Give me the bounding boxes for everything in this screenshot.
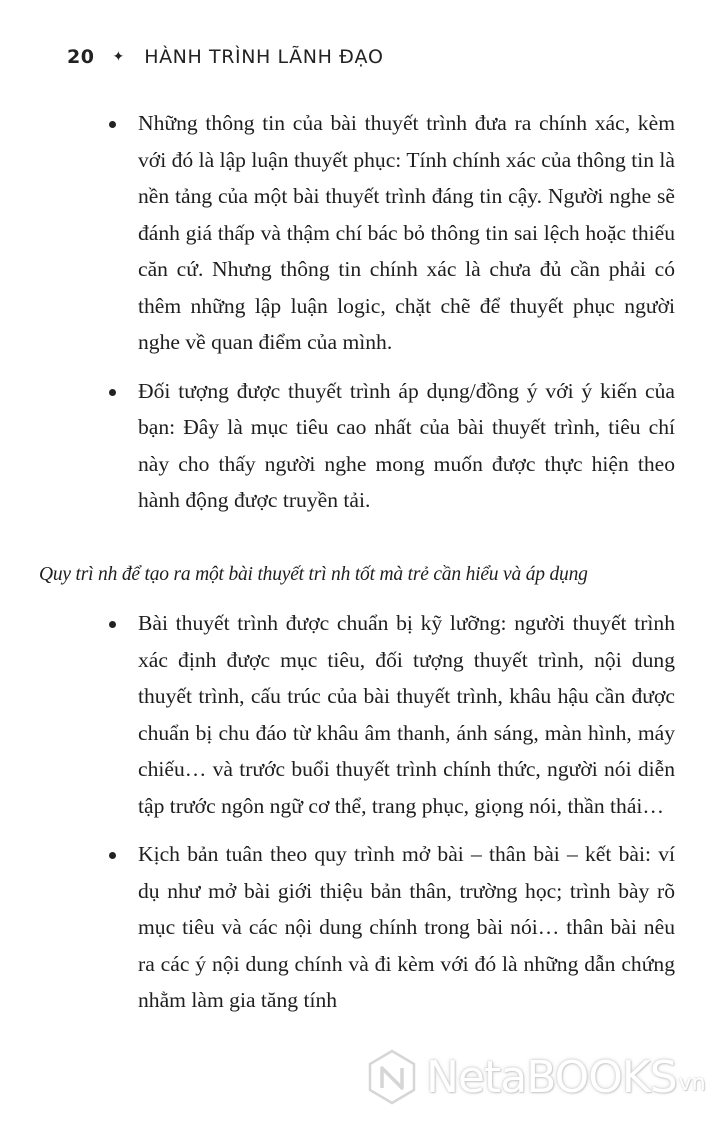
section-subheading: Quy trì nh để tạo ra một bài thuyết trì nh tốt mà trẻ cần hiểu và áp dụng [39,564,588,585]
page-number: 20 [67,46,95,68]
list-item [105,605,675,824]
list-item-text: Bài thuyết trình được chuẩn bị kỹ lưỡng: người thuyết trình xác định được mục tiêu, đối tượng thuyết trình, nội dung thuyết trình, cấu trúc của bài thuyết trình, khâu hậu cần được chuẩn bị chu đáo từ khâu âm thanh, ánh sáng, màn hình, máy chiếu… và trước buổi thuyết trình chính thức, người nói diễn tập trước ngôn ngữ cơ thể, trang phục, giọng nói, thần thái… [138,611,675,818]
list-item [105,373,675,519]
list-item [105,105,675,361]
list-item-text: Những thông tin của bài thuyết trình đưa ra chính xác, kèm với đó là lập luận thuyết phục: Tính chính xác của thông tin là nền tảng của một bài thuyết trình đáng tin cậy. Người nghe sẽ đánh giá thấp và thậm chí bác bỏ thông tin sai lệch hoặc thiếu căn cứ. Nhưng thông tin chính xác là chưa đủ cần phải có thêm những lập luận logic, chặt chẽ để thuyết phục người nghe về quan điểm của mình. [138,111,675,354]
running-title: HÀNH TRÌNH LÃNH ĐẠO [144,46,384,68]
four-point-star-icon: ✦ [112,49,125,65]
bullet-icon [109,621,116,628]
watermark-text: NetaBOOKS [426,1051,677,1103]
list-item [105,836,675,1019]
bullet-icon [109,121,116,128]
bullet-list-criteria [105,105,675,519]
list-item-text: Kịch bản tuân theo quy trình mở bài – thân bài – kết bài: ví dụ như mở bài giới thiệu bản thân, trường học; trình bày rõ mục tiêu và các nội dung chính trong bài nói… thân bài nêu ra các ý nội dung chính và đi kèm với đó là những dẫn chứng nhằm làm gia tăng tính [138,842,675,1012]
bullet-icon [109,852,116,859]
watermark-suffix: vn [678,1071,706,1096]
watermark [366,1048,706,1106]
netabooks-logo-icon [366,1048,418,1106]
bullet-icon [109,389,116,396]
list-item-text: Đối tượng được thuyết trình áp dụng/đồng ý với ý kiến của bạn: Đây là mục tiêu cao nhất của bài thuyết trình, tiêu chí này cho thấy người nghe mong muốn được thực hiện theo hành động được truyền tải. [138,378,675,512]
bullet-list-process [105,605,675,1019]
running-header [67,46,384,68]
